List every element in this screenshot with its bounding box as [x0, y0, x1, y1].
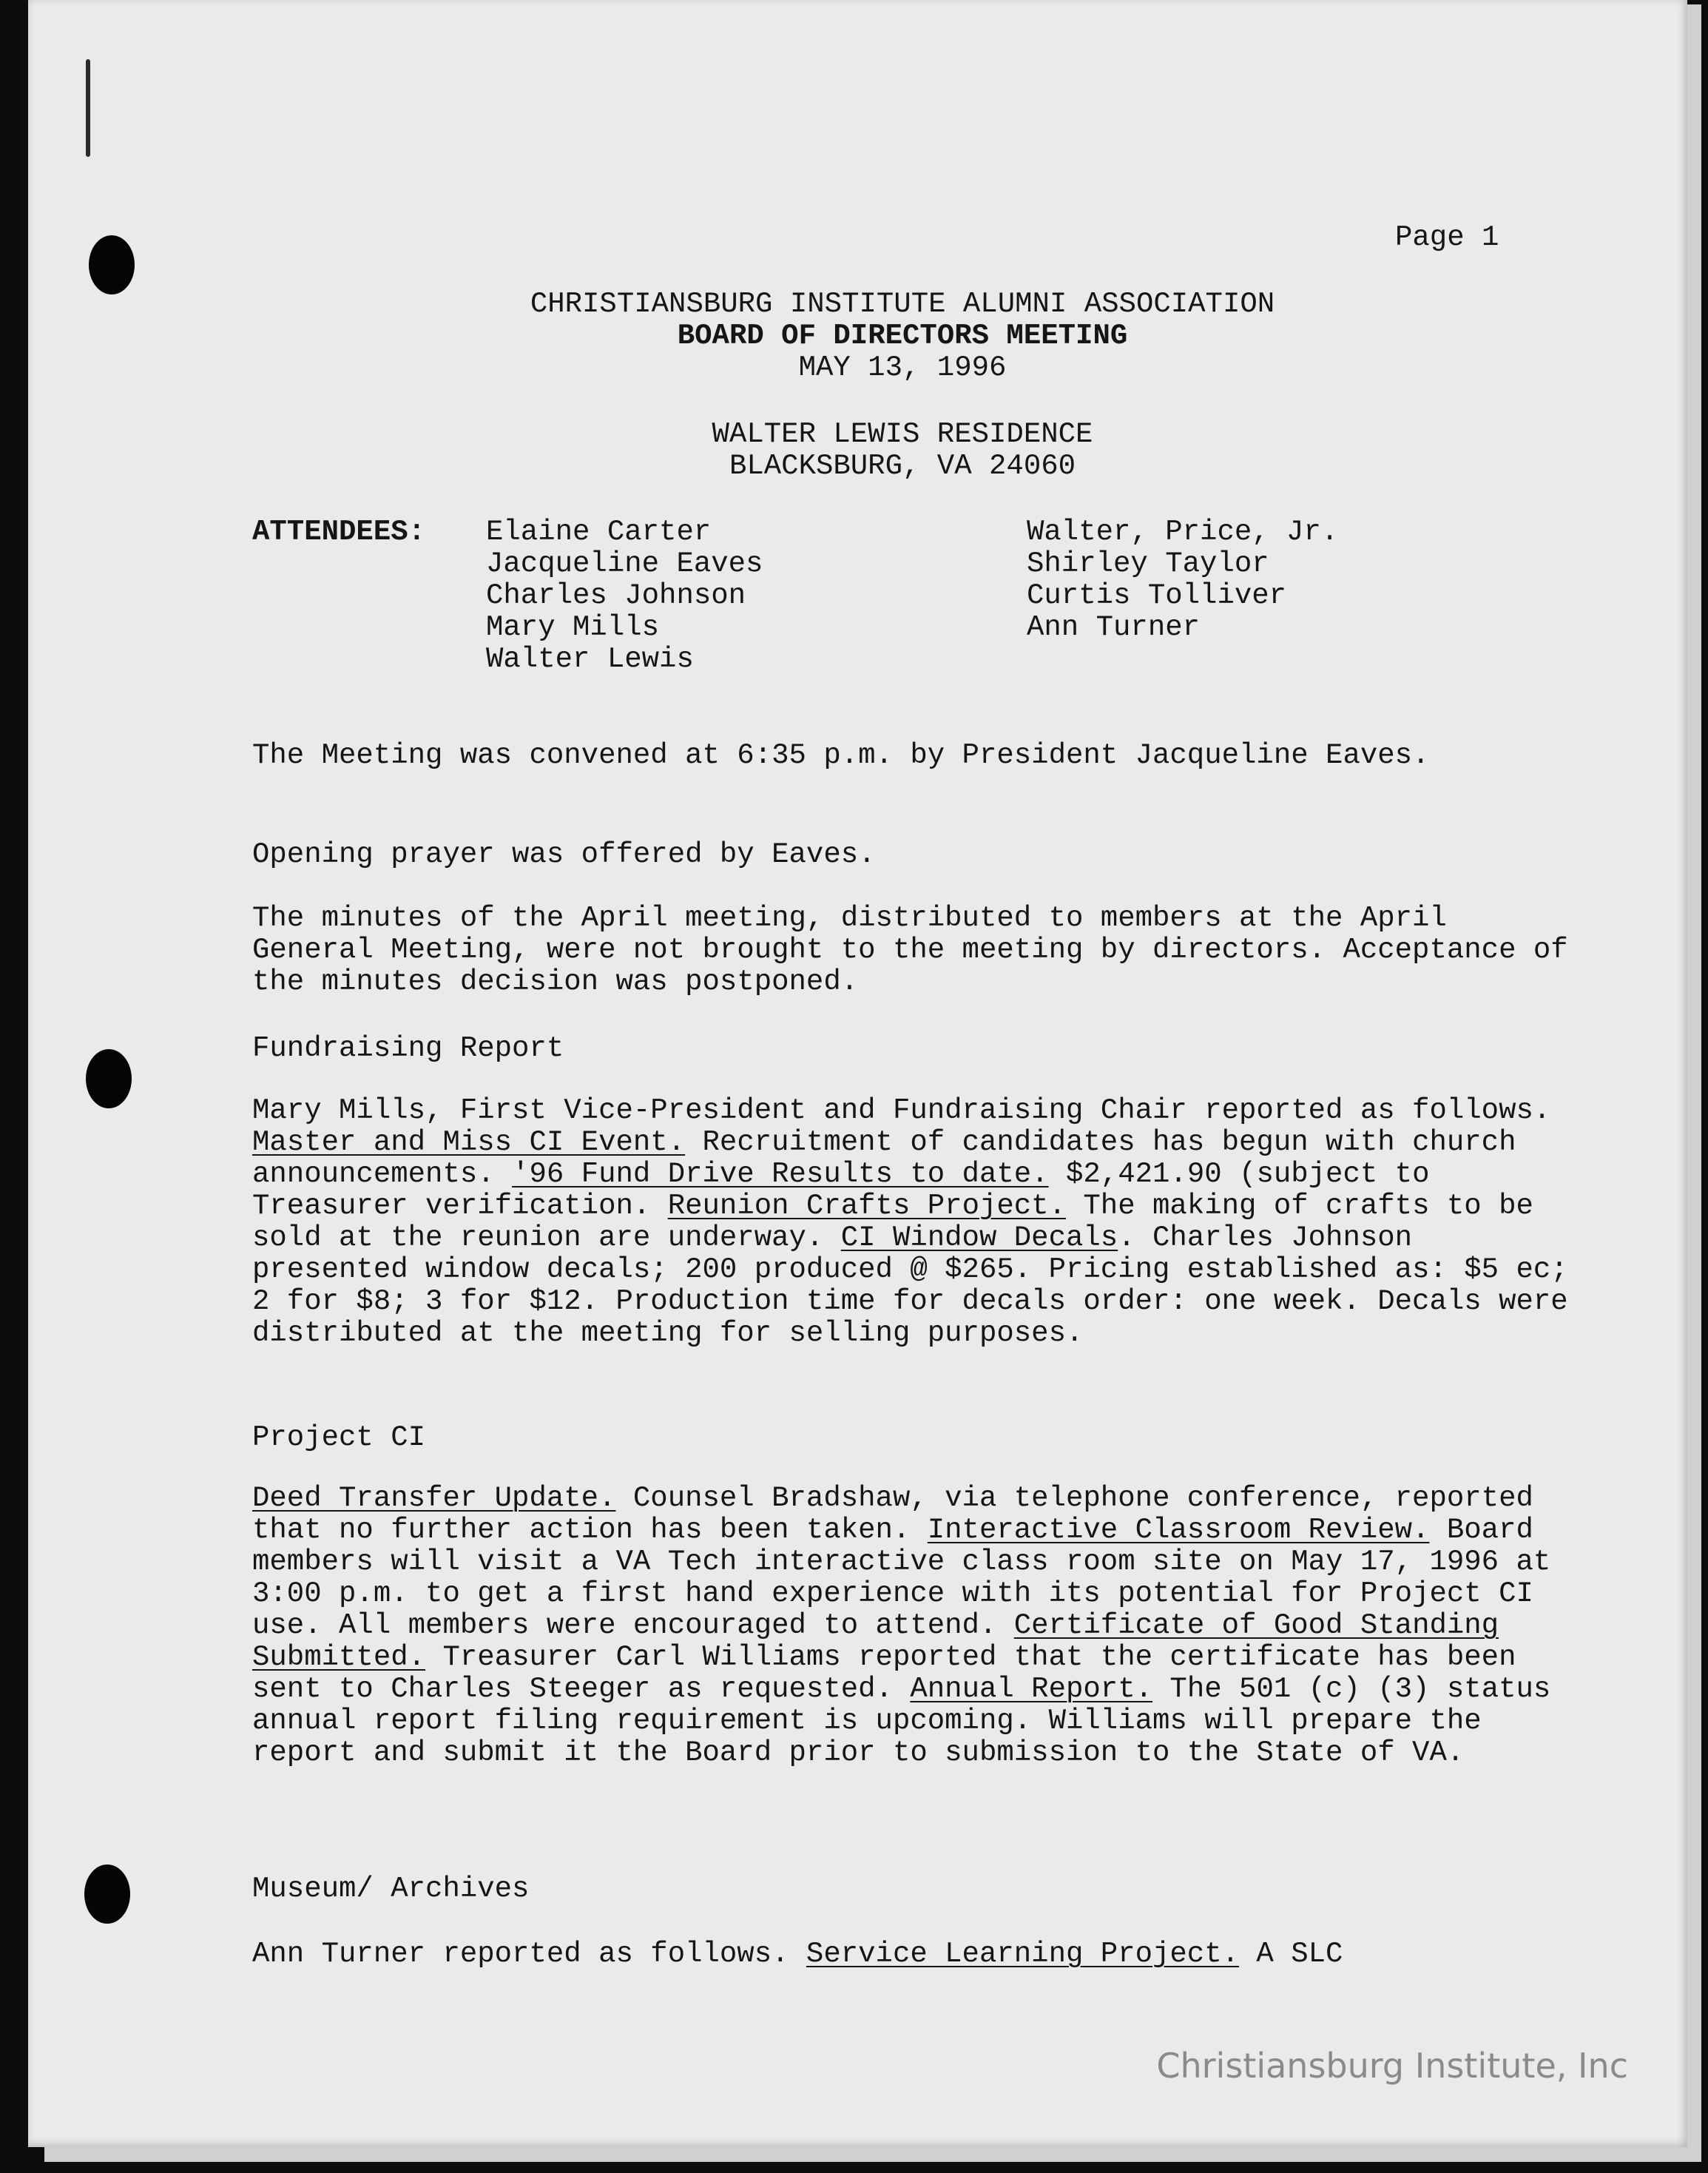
page-number: Page 1	[1395, 221, 1499, 254]
attendees-label: ATTENDEES:	[252, 516, 426, 548]
attendee-name: Shirley Taylor	[1027, 548, 1269, 580]
attendee-name: Elaine Carter	[486, 516, 712, 548]
paragraph-minutes: The minutes of the April meeting, distributed to members at the April General Meeting, were not brought to the meeting by directors. Acceptance of the minutes decision was postponed.	[252, 902, 1568, 998]
attendee-name: Charles Johnson	[486, 579, 746, 612]
venue-city: BLACKSBURG, VA 24060	[729, 450, 1076, 482]
watermark: Christiansburg Institute, Inc	[1156, 2046, 1628, 2086]
paragraph-project-ci: Deed Transfer Update. Counsel Bradshaw, via telephone conference, reported that no further action has been taken. Interactive Classroom Review. Board members will visit a VA Tech interactive class room site on May 17, 1996 at 3:00 p.m. to get a first hand experience with its potential for Project CI use. All members were encouraged to attend. Certificate of Good Standing Submitted. Treasurer Carl Williams reported that the certificate has been sent to Charles Steeger as requested. Annual Report. The 501 (c) (3) status annual report filing requirement is upcoming. Williams will prepare the report and submit it the Board prior to submission to the State of VA.	[252, 1482, 1551, 1769]
attendee-name: Mary Mills	[486, 611, 660, 644]
paragraph-prayer: Opening prayer was offered by Eaves.	[252, 838, 876, 871]
attendee-name: Walter, Price, Jr.	[1027, 516, 1339, 548]
punch-hole-bottom	[84, 1864, 130, 1924]
punch-hole-middle	[86, 1049, 132, 1108]
paragraph-museum: Ann Turner reported as follows. Service Learning Project. A SLC	[252, 1938, 1343, 1970]
org-title: CHRISTIANSBURG INSTITUTE ALUMNI ASSOCIATION	[530, 288, 1275, 320]
attendee-name: Jacqueline Eaves	[486, 548, 763, 580]
staple-mark	[86, 59, 90, 157]
attendee-name: Curtis Tolliver	[1027, 579, 1287, 612]
heading-museum-archives: Museum/ Archives	[252, 1873, 530, 1905]
venue-name: WALTER LEWIS RESIDENCE	[712, 418, 1093, 451]
punch-hole-top	[89, 235, 135, 294]
meeting-title: BOARD OF DIRECTORS MEETING	[677, 320, 1128, 352]
attendee-name: Ann Turner	[1027, 611, 1201, 644]
heading-fundraising: Fundraising Report	[252, 1032, 564, 1065]
heading-project-ci: Project CI	[252, 1421, 426, 1454]
attendee-name: Walter Lewis	[486, 643, 694, 676]
paragraph-convened: The Meeting was convened at 6:35 p.m. by President Jacqueline Eaves.	[252, 739, 1430, 772]
meeting-date: MAY 13, 1996	[798, 351, 1007, 384]
paragraph-fundraising: Mary Mills, First Vice-President and Fundraising Chair reported as follows. Master and Miss CI Event. Recruitment of candidates has begun with church announcements. '96 Fund Drive Results to date. $2,421.90 (subject to Treasurer verification. Reunion Crafts Project. The making of crafts to be sold at the reunion are underway. CI Window Decals. Charles Johnson presented window decals; 200 produced @ $265. Pricing established as: $5 ec; 2 for $8; 3 for $12. Production time for decals order: one week. Decals were distributed at the meeting for selling purposes.	[252, 1094, 1568, 1350]
